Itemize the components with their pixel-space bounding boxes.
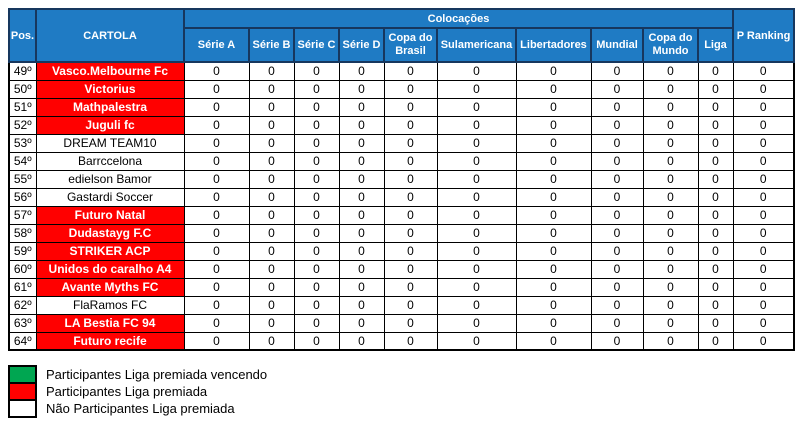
value-cell-mundial[interactable]: 0 [591, 278, 643, 296]
value-cell-libertadores[interactable]: 0 [516, 278, 591, 296]
team-name-cell[interactable]: Futuro Natal [36, 206, 184, 224]
team-name-cell[interactable]: Juguli fc [36, 116, 184, 134]
position-cell[interactable]: 62º [9, 296, 36, 314]
value-cell-copa-do-brasil[interactable]: 0 [384, 152, 437, 170]
table-row [9, 224, 794, 242]
position-cell[interactable]: 61º [9, 278, 36, 296]
value-cell-libertadores[interactable]: 0 [516, 170, 591, 188]
table-row [9, 278, 794, 296]
p-ranking-cell[interactable]: 0 [733, 188, 794, 206]
value-cell-sulamericana[interactable]: 0 [437, 314, 516, 332]
value-cell-libertadores[interactable]: 0 [516, 62, 591, 80]
value-cell-serie-b[interactable]: 0 [249, 80, 294, 98]
value-cell-copa-do-mundo[interactable]: 0 [643, 206, 698, 224]
value-cell-serie-d[interactable]: 0 [339, 296, 384, 314]
value-cell-liga[interactable]: 0 [698, 206, 733, 224]
position-cell[interactable]: 50º [9, 80, 36, 98]
value-cell-copa-do-mundo[interactable]: 0 [643, 278, 698, 296]
value-cell-copa-do-brasil[interactable]: 0 [384, 314, 437, 332]
value-cell-serie-c[interactable]: 0 [294, 98, 339, 116]
colocacoes-group-header[interactable]: Colocações [184, 9, 733, 28]
value-cell-mundial[interactable]: 0 [591, 314, 643, 332]
value-cell-serie-c[interactable]: 0 [294, 314, 339, 332]
value-cell-serie-c[interactable]: 0 [294, 224, 339, 242]
value-cell-serie-b[interactable]: 0 [249, 134, 294, 152]
value-cell-copa-do-mundo[interactable]: 0 [643, 242, 698, 260]
value-cell-serie-d[interactable]: 0 [339, 314, 384, 332]
value-cell-serie-d[interactable]: 0 [339, 206, 384, 224]
value-cell-copa-do-brasil[interactable]: 0 [384, 62, 437, 80]
value-cell-copa-do-mundo[interactable]: 0 [643, 314, 698, 332]
p-ranking-cell[interactable]: 0 [733, 116, 794, 134]
p-ranking-cell[interactable]: 0 [733, 206, 794, 224]
value-cell-serie-d[interactable]: 0 [339, 116, 384, 134]
table-row [9, 314, 794, 332]
team-name-cell[interactable]: Victorius [36, 80, 184, 98]
value-cell-serie-d[interactable]: 0 [339, 188, 384, 206]
value-cell-sulamericana[interactable]: 0 [437, 152, 516, 170]
value-cell-serie-a[interactable]: 0 [184, 206, 249, 224]
p-ranking-cell[interactable]: 0 [733, 80, 794, 98]
value-cell-serie-d[interactable]: 0 [339, 62, 384, 80]
position-cell[interactable]: 64º [9, 332, 36, 350]
value-cell-serie-b[interactable]: 0 [249, 332, 294, 350]
white-swatch [8, 399, 37, 418]
team-name-cell[interactable]: FlaRamos FC [36, 296, 184, 314]
legend-label: Participantes Liga premiada [46, 384, 208, 399]
value-cell-libertadores[interactable]: 0 [516, 296, 591, 314]
table-row [9, 152, 794, 170]
value-cell-serie-a[interactable]: 0 [184, 278, 249, 296]
table-row [9, 332, 794, 350]
position-cell[interactable]: 59º [9, 242, 36, 260]
value-cell-serie-d[interactable]: 0 [339, 152, 384, 170]
value-cell-mundial[interactable]: 0 [591, 116, 643, 134]
team-name-cell[interactable]: Avante Myths FC [36, 278, 184, 296]
value-cell-serie-b[interactable]: 0 [249, 314, 294, 332]
value-cell-liga[interactable]: 0 [698, 332, 733, 350]
column-header-liga[interactable]: Liga [698, 28, 733, 62]
value-cell-copa-do-brasil[interactable]: 0 [384, 116, 437, 134]
value-cell-liga[interactable]: 0 [698, 152, 733, 170]
value-cell-sulamericana[interactable]: 0 [437, 170, 516, 188]
value-cell-liga[interactable]: 0 [698, 296, 733, 314]
value-cell-serie-a[interactable]: 0 [184, 260, 249, 278]
legend [8, 365, 267, 418]
value-cell-copa-do-brasil[interactable]: 0 [384, 170, 437, 188]
position-cell[interactable]: 63º [9, 314, 36, 332]
value-cell-serie-c[interactable]: 0 [294, 116, 339, 134]
team-name-cell[interactable]: Mathpalestra [36, 98, 184, 116]
value-cell-serie-b[interactable]: 0 [249, 152, 294, 170]
value-cell-copa-do-brasil[interactable]: 0 [384, 332, 437, 350]
team-name-cell[interactable]: Unidos do caralho A4 [36, 260, 184, 278]
value-cell-serie-a[interactable]: 0 [184, 170, 249, 188]
position-cell[interactable]: 53º [9, 134, 36, 152]
value-cell-liga[interactable]: 0 [698, 80, 733, 98]
column-header-serie-a[interactable]: Série A [184, 28, 249, 62]
team-name-cell[interactable]: LA Bestia FC 94 [36, 314, 184, 332]
value-cell-serie-b[interactable]: 0 [249, 242, 294, 260]
value-cell-copa-do-brasil[interactable]: 0 [384, 224, 437, 242]
value-cell-copa-do-mundo[interactable]: 0 [643, 224, 698, 242]
table-row [9, 206, 794, 224]
value-cell-copa-do-brasil[interactable]: 0 [384, 278, 437, 296]
value-cell-sulamericana[interactable]: 0 [437, 98, 516, 116]
value-cell-sulamericana[interactable]: 0 [437, 134, 516, 152]
team-name-cell[interactable]: DREAM TEAM10 [36, 134, 184, 152]
value-cell-serie-a[interactable]: 0 [184, 116, 249, 134]
table-header [9, 9, 794, 62]
value-cell-libertadores[interactable]: 0 [516, 206, 591, 224]
value-cell-serie-c[interactable]: 0 [294, 332, 339, 350]
column-header-libertadores[interactable]: Libertadores [516, 28, 591, 62]
team-name-cell[interactable]: Gastardi Soccer [36, 188, 184, 206]
value-cell-copa-do-mundo[interactable]: 0 [643, 134, 698, 152]
value-cell-liga[interactable]: 0 [698, 116, 733, 134]
position-cell[interactable]: 49º [9, 62, 36, 80]
value-cell-liga[interactable]: 0 [698, 278, 733, 296]
value-cell-serie-a[interactable]: 0 [184, 314, 249, 332]
p-ranking-cell[interactable]: 0 [733, 314, 794, 332]
position-cell[interactable]: 52º [9, 116, 36, 134]
value-cell-libertadores[interactable]: 0 [516, 224, 591, 242]
value-cell-serie-b[interactable]: 0 [249, 206, 294, 224]
value-cell-copa-do-brasil[interactable]: 0 [384, 260, 437, 278]
p-ranking-column-header[interactable]: P Ranking [733, 9, 794, 62]
p-ranking-cell[interactable]: 0 [733, 98, 794, 116]
table-row [9, 62, 794, 80]
value-cell-copa-do-mundo[interactable]: 0 [643, 332, 698, 350]
column-header-serie-c[interactable]: Série C [294, 28, 339, 62]
value-cell-serie-c[interactable]: 0 [294, 170, 339, 188]
value-cell-libertadores[interactable]: 0 [516, 314, 591, 332]
value-cell-copa-do-brasil[interactable]: 0 [384, 134, 437, 152]
value-cell-libertadores[interactable]: 0 [516, 242, 591, 260]
p-ranking-cell[interactable]: 0 [733, 170, 794, 188]
column-header-sulamericana[interactable]: Sulamericana [437, 28, 516, 62]
p-ranking-cell[interactable]: 0 [733, 242, 794, 260]
ranking-table [8, 8, 795, 351]
p-ranking-cell[interactable]: 0 [733, 224, 794, 242]
value-cell-serie-c[interactable]: 0 [294, 152, 339, 170]
value-cell-mundial[interactable]: 0 [591, 98, 643, 116]
value-cell-serie-d[interactable]: 0 [339, 242, 384, 260]
value-cell-copa-do-brasil[interactable]: 0 [384, 80, 437, 98]
value-cell-serie-d[interactable]: 0 [339, 332, 384, 350]
table-row [9, 170, 794, 188]
value-cell-mundial[interactable]: 0 [591, 242, 643, 260]
value-cell-mundial[interactable]: 0 [591, 62, 643, 80]
p-ranking-cell[interactable]: 0 [733, 152, 794, 170]
value-cell-liga[interactable]: 0 [698, 62, 733, 80]
value-cell-copa-do-mundo[interactable]: 0 [643, 116, 698, 134]
value-cell-liga[interactable]: 0 [698, 224, 733, 242]
value-cell-serie-c[interactable]: 0 [294, 278, 339, 296]
value-cell-serie-b[interactable]: 0 [249, 188, 294, 206]
value-cell-serie-c[interactable]: 0 [294, 260, 339, 278]
value-cell-mundial[interactable]: 0 [591, 80, 643, 98]
value-cell-serie-a[interactable]: 0 [184, 188, 249, 206]
value-cell-libertadores[interactable]: 0 [516, 116, 591, 134]
value-cell-copa-do-mundo[interactable]: 0 [643, 260, 698, 278]
value-cell-liga[interactable]: 0 [698, 260, 733, 278]
p-ranking-cell[interactable]: 0 [733, 278, 794, 296]
p-ranking-cell[interactable]: 0 [733, 260, 794, 278]
table-row [9, 296, 794, 314]
position-cell[interactable]: 51º [9, 98, 36, 116]
value-cell-serie-a[interactable]: 0 [184, 332, 249, 350]
value-cell-libertadores[interactable]: 0 [516, 134, 591, 152]
value-cell-serie-c[interactable]: 0 [294, 134, 339, 152]
value-cell-serie-d[interactable]: 0 [339, 224, 384, 242]
value-cell-sulamericana[interactable]: 0 [437, 206, 516, 224]
position-cell[interactable]: 55º [9, 170, 36, 188]
legend-label: Participantes Liga premiada vencendo [46, 367, 268, 382]
value-cell-serie-d[interactable]: 0 [339, 80, 384, 98]
table-row [9, 242, 794, 260]
legend-label: Não Participantes Liga premiada [46, 401, 235, 416]
p-ranking-cell[interactable]: 0 [733, 62, 794, 80]
value-cell-serie-d[interactable]: 0 [339, 260, 384, 278]
value-cell-mundial[interactable]: 0 [591, 332, 643, 350]
value-cell-mundial[interactable]: 0 [591, 260, 643, 278]
column-header-copa-do-brasil[interactable]: Copa do Brasil [384, 28, 437, 62]
table-row [9, 188, 794, 206]
value-cell-serie-b[interactable]: 0 [249, 260, 294, 278]
value-cell-copa-do-brasil[interactable]: 0 [384, 206, 437, 224]
value-cell-sulamericana[interactable]: 0 [437, 260, 516, 278]
team-name-cell[interactable]: STRIKER ACP [36, 242, 184, 260]
column-header-serie-b[interactable]: Série B [249, 28, 294, 62]
table-row [9, 98, 794, 116]
value-cell-serie-a[interactable]: 0 [184, 134, 249, 152]
value-cell-sulamericana[interactable]: 0 [437, 224, 516, 242]
value-cell-mundial[interactable]: 0 [591, 206, 643, 224]
value-cell-serie-a[interactable]: 0 [184, 296, 249, 314]
value-cell-sulamericana[interactable]: 0 [437, 242, 516, 260]
value-cell-sulamericana[interactable]: 0 [437, 188, 516, 206]
value-cell-serie-a[interactable]: 0 [184, 242, 249, 260]
value-cell-liga[interactable]: 0 [698, 170, 733, 188]
cartola-column-header[interactable]: CARTOLA [36, 9, 184, 62]
value-cell-serie-a[interactable]: 0 [184, 224, 249, 242]
pos-column-header[interactable]: Pos. [9, 9, 36, 62]
value-cell-serie-a[interactable]: 0 [184, 152, 249, 170]
value-cell-liga[interactable]: 0 [698, 314, 733, 332]
value-cell-serie-c[interactable]: 0 [294, 206, 339, 224]
position-cell[interactable]: 58º [9, 224, 36, 242]
value-cell-sulamericana[interactable]: 0 [437, 296, 516, 314]
table-row [9, 116, 794, 134]
value-cell-serie-d[interactable]: 0 [339, 134, 384, 152]
value-cell-libertadores[interactable]: 0 [516, 80, 591, 98]
value-cell-serie-d[interactable]: 0 [339, 98, 384, 116]
team-name-cell[interactable]: Vasco.Melbourne Fc [36, 62, 184, 80]
value-cell-sulamericana[interactable]: 0 [437, 278, 516, 296]
value-cell-serie-b[interactable]: 0 [249, 224, 294, 242]
value-cell-serie-d[interactable]: 0 [339, 278, 384, 296]
value-cell-serie-a[interactable]: 0 [184, 80, 249, 98]
column-header-serie-d[interactable]: Série D [339, 28, 384, 62]
value-cell-serie-b[interactable]: 0 [249, 116, 294, 134]
value-cell-serie-c[interactable]: 0 [294, 296, 339, 314]
value-cell-libertadores[interactable]: 0 [516, 188, 591, 206]
value-cell-copa-do-mundo[interactable]: 0 [643, 62, 698, 80]
value-cell-copa-do-mundo[interactable]: 0 [643, 188, 698, 206]
p-ranking-cell[interactable]: 0 [733, 134, 794, 152]
value-cell-libertadores[interactable]: 0 [516, 332, 591, 350]
value-cell-sulamericana[interactable]: 0 [437, 116, 516, 134]
value-cell-liga[interactable]: 0 [698, 134, 733, 152]
value-cell-libertadores[interactable]: 0 [516, 260, 591, 278]
value-cell-serie-c[interactable]: 0 [294, 242, 339, 260]
value-cell-serie-a[interactable]: 0 [184, 62, 249, 80]
team-name-cell[interactable]: Futuro recife [36, 332, 184, 350]
p-ranking-cell[interactable]: 0 [733, 296, 794, 314]
value-cell-copa-do-brasil[interactable]: 0 [384, 98, 437, 116]
value-cell-serie-b[interactable]: 0 [249, 98, 294, 116]
legend-item-nao-participante [8, 399, 267, 418]
value-cell-copa-do-brasil[interactable]: 0 [384, 188, 437, 206]
p-ranking-cell[interactable]: 0 [733, 332, 794, 350]
value-cell-mundial[interactable]: 0 [591, 152, 643, 170]
value-cell-mundial[interactable]: 0 [591, 170, 643, 188]
value-cell-sulamericana[interactable]: 0 [437, 332, 516, 350]
team-name-cell[interactable]: Barrccelona [36, 152, 184, 170]
value-cell-serie-b[interactable]: 0 [249, 278, 294, 296]
team-name-cell[interactable]: edielson Bamor [36, 170, 184, 188]
value-cell-serie-b[interactable]: 0 [249, 170, 294, 188]
value-cell-serie-b[interactable]: 0 [249, 62, 294, 80]
value-cell-mundial[interactable]: 0 [591, 296, 643, 314]
value-cell-liga[interactable]: 0 [698, 242, 733, 260]
value-cell-copa-do-mundo[interactable]: 0 [643, 152, 698, 170]
value-cell-serie-c[interactable]: 0 [294, 80, 339, 98]
position-cell[interactable]: 60º [9, 260, 36, 278]
column-header-mundial[interactable]: Mundial [591, 28, 643, 62]
value-cell-mundial[interactable]: 0 [591, 188, 643, 206]
value-cell-copa-do-mundo[interactable]: 0 [643, 98, 698, 116]
table-row [9, 80, 794, 98]
value-cell-copa-do-mundo[interactable]: 0 [643, 80, 698, 98]
value-cell-serie-b[interactable]: 0 [249, 296, 294, 314]
value-cell-sulamericana[interactable]: 0 [437, 62, 516, 80]
table-row [9, 134, 794, 152]
value-cell-libertadores[interactable]: 0 [516, 98, 591, 116]
value-cell-copa-do-brasil[interactable]: 0 [384, 296, 437, 314]
value-cell-serie-c[interactable]: 0 [294, 62, 339, 80]
value-cell-serie-d[interactable]: 0 [339, 170, 384, 188]
value-cell-mundial[interactable]: 0 [591, 224, 643, 242]
position-cell[interactable]: 57º [9, 206, 36, 224]
value-cell-serie-c[interactable]: 0 [294, 188, 339, 206]
value-cell-sulamericana[interactable]: 0 [437, 80, 516, 98]
value-cell-mundial[interactable]: 0 [591, 134, 643, 152]
value-cell-liga[interactable]: 0 [698, 98, 733, 116]
position-cell[interactable]: 54º [9, 152, 36, 170]
value-cell-copa-do-brasil[interactable]: 0 [384, 242, 437, 260]
team-name-cell[interactable]: Dudastayg F.C [36, 224, 184, 242]
value-cell-libertadores[interactable]: 0 [516, 152, 591, 170]
position-cell[interactable]: 56º [9, 188, 36, 206]
value-cell-serie-a[interactable]: 0 [184, 98, 249, 116]
value-cell-liga[interactable]: 0 [698, 188, 733, 206]
table-row [9, 260, 794, 278]
column-header-copa-do-mundo[interactable]: Copa do Mundo [643, 28, 698, 62]
value-cell-copa-do-mundo[interactable]: 0 [643, 296, 698, 314]
value-cell-copa-do-mundo[interactable]: 0 [643, 170, 698, 188]
